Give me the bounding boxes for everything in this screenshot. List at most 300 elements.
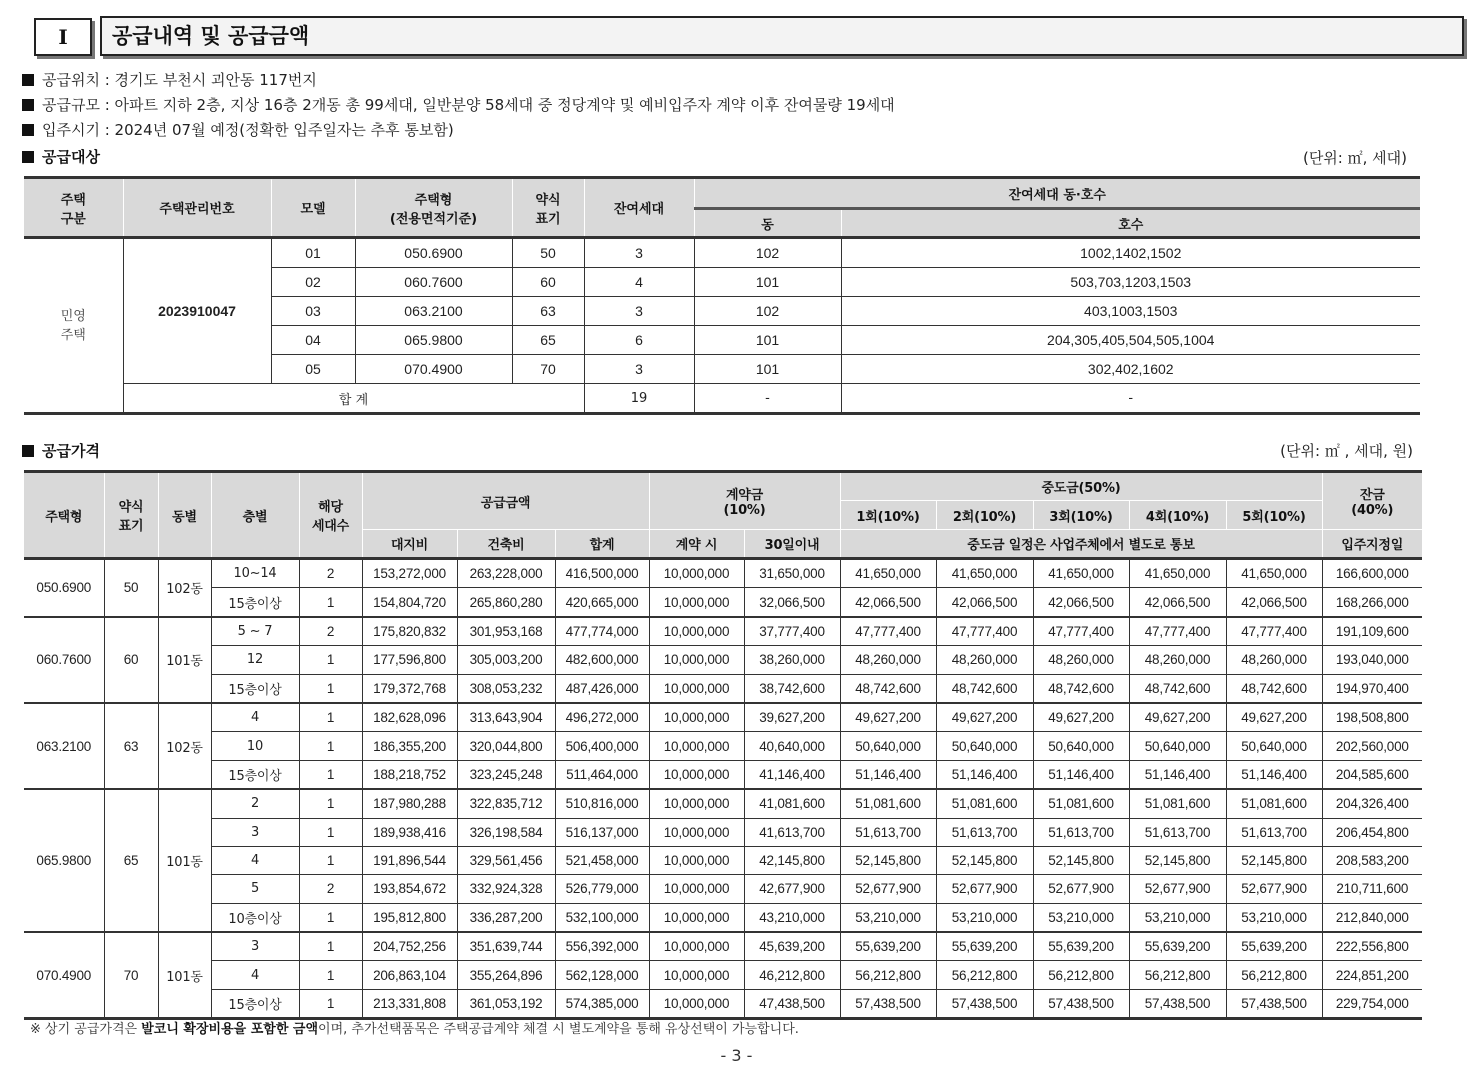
dong-cell: 101동 [158,617,211,703]
deposit-at-contract-cell: 10,000,000 [649,760,744,789]
header-deposit [649,472,840,530]
units-cell: 1 [299,703,362,732]
middle-payment-2-cell: 49,627,200 [936,703,1033,732]
table-row [24,238,1420,268]
header-building: 건축비 [457,530,555,559]
table-row [24,989,1422,1018]
middle-payment-1-cell: 51,081,600 [840,789,936,818]
sum-cell: 511,464,000 [555,760,649,789]
abbr-cell: 65 [104,789,158,932]
dong-cell: 101 [694,268,841,297]
units-cell: 2 [299,559,362,588]
balance-cell: 229,754,000 [1322,989,1422,1018]
abbr-cell: 70 [512,355,584,384]
units-cell: 1 [299,989,362,1018]
middle-payment-3-cell: 42,066,500 [1033,588,1129,617]
header-line: 잔금 [1359,488,1385,503]
building-cost-cell: 355,264,896 [457,961,555,989]
model-cell: 02 [271,268,355,297]
land-cost-cell: 153,272,000 [362,559,457,588]
section-title: 공급내역 및 공급금액 [100,16,1464,56]
units-cell: 1 [299,903,362,932]
footnote-bold: 발코니 확장비용을 포함한 금액 [141,1022,319,1037]
model-cell: 04 [271,326,355,355]
floor-cell: 3 [211,932,299,961]
middle-payment-5-cell: 51,613,700 [1226,818,1322,846]
middle-payment-2-cell: 55,639,200 [936,932,1033,961]
middle-payment-1-cell: 56,212,800 [840,961,936,989]
deposit-30days-cell: 47,438,500 [744,989,840,1018]
building-cost-cell: 263,228,000 [457,559,555,588]
units-cell: 1 [299,674,362,703]
building-cost-cell: 313,643,904 [457,703,555,732]
dong-cell: 101동 [158,789,211,932]
floor-cell: 5 [211,875,299,903]
middle-payment-4-cell: 48,260,000 [1129,646,1226,674]
land-cost-cell: 189,938,416 [362,818,457,846]
units-cell: 1 [299,846,362,874]
sum-cell: 562,128,000 [555,961,649,989]
header-line: (전용면적기준) [389,211,478,227]
ho-cell: 1002,1402,1502 [841,238,1420,268]
middle-payment-1-cell: 57,438,500 [840,989,936,1018]
deposit-30days-cell: 45,639,200 [744,932,840,961]
sum-cell: 420,665,000 [555,588,649,617]
middle-payment-4-cell: 52,677,900 [1129,875,1226,903]
table-row [24,646,1422,674]
middle-payment-1-cell: 55,639,200 [840,932,936,961]
middle-payment-2-cell: 50,640,000 [936,732,1033,760]
table-row [24,846,1422,874]
middle-payment-3-cell: 52,145,800 [1033,846,1129,874]
supply-price-table [24,470,1422,1020]
middle-payment-3-cell: 50,640,000 [1033,732,1129,760]
housing-type-cell: 060.7600 [355,268,512,297]
middle-payment-5-cell: 56,212,800 [1226,961,1322,989]
table-row [24,789,1422,818]
middle-payment-5-cell: 52,145,800 [1226,846,1322,874]
floor-cell: 10 [211,732,299,760]
header-line: (10%) [723,503,766,518]
bullet-scale [22,95,895,115]
heading-text: 공급대상 [42,148,100,166]
middle-payment-1-cell: 47,777,400 [840,617,936,646]
deposit-30days-cell: 38,260,000 [744,646,840,674]
middle-payment-3-cell: 51,081,600 [1033,789,1129,818]
sum-cell: 506,400,000 [555,732,649,760]
header-line: 계약금 [725,488,764,503]
remaining-cell: 3 [584,355,694,384]
remaining-cell: 4 [584,268,694,297]
housing-type-cell: 063.2100 [355,297,512,326]
table-row [24,732,1422,760]
sum-cell: 496,272,000 [555,703,649,732]
middle-payment-1-cell: 49,627,200 [840,703,936,732]
abbr-cell: 70 [104,932,158,1019]
header-land: 대지비 [362,530,457,559]
sum-cell: 556,392,000 [555,932,649,961]
floor-cell: 4 [211,961,299,989]
header-dep1: 계약 시 [649,530,744,559]
floor-cell: 12 [211,646,299,674]
sum-cell: 482,600,000 [555,646,649,674]
deposit-at-contract-cell: 10,000,000 [649,559,744,588]
balance-cell: 193,040,000 [1322,646,1422,674]
dong-cell: 102 [694,238,841,268]
building-cost-cell: 301,953,168 [457,617,555,646]
middle-payment-2-cell: 41,650,000 [936,559,1033,588]
middle-payment-5-cell: 57,438,500 [1226,989,1322,1018]
header-dong: 동 [694,209,841,238]
footnote-suffix: 이며, 추가선택품목은 주택공급계약 체결 시 별도계약을 통해 유상선택이 가능합니다. [318,1022,799,1037]
middle-payment-1-cell: 53,210,000 [840,903,936,932]
header-mgmt-no: 주택관리번호 [123,178,271,238]
middle-payment-4-cell: 50,640,000 [1129,732,1226,760]
units-cell: 2 [299,617,362,646]
balance-cell: 198,508,800 [1322,703,1422,732]
header-supply-amount: 공급금액 [362,472,649,530]
middle-payment-2-cell: 51,146,400 [936,760,1033,789]
deposit-at-contract-cell: 10,000,000 [649,732,744,760]
floor-cell: 15층이상 [211,760,299,789]
middle-payment-1-cell: 50,640,000 [840,732,936,760]
floor-cell: 15층이상 [211,674,299,703]
middle-payment-5-cell: 51,081,600 [1226,789,1322,818]
middle-payment-3-cell: 47,777,400 [1033,617,1129,646]
middle-payment-3-cell: 53,210,000 [1033,903,1129,932]
balance-cell: 206,454,800 [1322,818,1422,846]
housing-type-cell: 050.6900 [24,559,104,617]
dong-cell: 101동 [158,932,211,1019]
total-label: 합 계 [123,384,584,414]
header-floor: 층별 [211,472,299,559]
dong-cell: 101 [694,355,841,384]
dong-cell: 101 [694,326,841,355]
housing-type-cell: 065.9800 [355,326,512,355]
floor-cell: 10~14 [211,559,299,588]
housing-type-cell: 070.4900 [355,355,512,384]
header-line: 약식 [535,192,561,208]
deposit-at-contract-cell: 10,000,000 [649,875,744,903]
header-dong: 동별 [158,472,211,559]
square-bullet-icon [22,445,34,457]
middle-payment-5-cell: 50,640,000 [1226,732,1322,760]
bullet-location [22,70,317,90]
middle-payment-2-cell: 51,613,700 [936,818,1033,846]
units-cell: 1 [299,760,362,789]
land-cost-cell: 179,372,768 [362,674,457,703]
sum-cell: 477,774,000 [555,617,649,646]
middle-payment-4-cell: 41,650,000 [1129,559,1226,588]
header-line: 세대수 [311,519,350,534]
total-dong: - [694,384,841,414]
units-cell: 1 [299,932,362,961]
ho-cell: 503,703,1203,1503 [841,268,1420,297]
table-row [24,961,1422,989]
land-cost-cell: 191,896,544 [362,846,457,874]
building-cost-cell: 351,639,744 [457,932,555,961]
building-cost-cell: 326,198,584 [457,818,555,846]
building-cost-cell: 361,053,192 [457,989,555,1018]
category-line: 주택 [60,327,86,343]
middle-payment-2-cell: 53,210,000 [936,903,1033,932]
middle-payment-5-cell: 52,677,900 [1226,875,1322,903]
housing-type-cell: 065.9800 [24,789,104,932]
table-row [24,674,1422,703]
table-row [24,875,1422,903]
square-bullet-icon [22,124,34,136]
deposit-at-contract-cell: 10,000,000 [649,989,744,1018]
header-m1: 1회(10%) [840,501,936,530]
square-bullet-icon [22,151,34,163]
middle-payment-4-cell: 52,145,800 [1129,846,1226,874]
sum-cell: 521,458,000 [555,846,649,874]
middle-payment-1-cell: 52,145,800 [840,846,936,874]
middle-payment-5-cell: 47,777,400 [1226,617,1322,646]
middle-payment-2-cell: 51,081,600 [936,789,1033,818]
deposit-30days-cell: 41,081,600 [744,789,840,818]
deposit-30days-cell: 41,146,400 [744,760,840,789]
middle-payment-3-cell: 56,212,800 [1033,961,1129,989]
middle-payment-5-cell: 55,639,200 [1226,932,1322,961]
middle-payment-5-cell: 51,146,400 [1226,760,1322,789]
abbr-cell: 65 [512,326,584,355]
floor-cell: 15층이상 [211,989,299,1018]
management-number: 2023910047 [123,238,271,384]
deposit-at-contract-cell: 10,000,000 [649,646,744,674]
ho-cell: 204,305,405,504,505,1004 [841,326,1420,355]
deposit-30days-cell: 43,210,000 [744,903,840,932]
deposit-30days-cell: 41,613,700 [744,818,840,846]
middle-payment-3-cell: 41,650,000 [1033,559,1129,588]
header-m3: 3회(10%) [1033,501,1129,530]
remaining-cell: 3 [584,238,694,268]
supply-target-heading [22,146,100,167]
table-row [24,559,1422,588]
balance-cell: 204,585,600 [1322,760,1422,789]
balance-cell: 224,851,200 [1322,961,1422,989]
balance-cell: 168,266,000 [1322,588,1422,617]
deposit-at-contract-cell: 10,000,000 [649,789,744,818]
middle-payment-4-cell: 47,777,400 [1129,617,1226,646]
units-cell: 1 [299,732,362,760]
header-middle-note: 중도금 일정은 사업주체에서 별도로 통보 [840,530,1322,559]
deposit-30days-cell: 31,650,000 [744,559,840,588]
abbr-cell: 60 [104,617,158,703]
supply-target-table [24,176,1420,415]
header-line: 약식 [118,500,144,515]
model-cell: 03 [271,297,355,326]
units-cell: 1 [299,961,362,989]
header-housing-type [355,178,512,238]
middle-payment-4-cell: 55,639,200 [1129,932,1226,961]
bullet-move-in [22,120,454,140]
middle-payment-4-cell: 42,066,500 [1129,588,1226,617]
floor-cell: 4 [211,846,299,874]
land-cost-cell: 177,596,800 [362,646,457,674]
middle-payment-3-cell: 52,677,900 [1033,875,1129,903]
deposit-at-contract-cell: 10,000,000 [649,818,744,846]
abbr-cell: 63 [512,297,584,326]
header-m5: 5회(10%) [1226,501,1322,530]
middle-payment-4-cell: 51,613,700 [1129,818,1226,846]
middle-payment-3-cell: 51,146,400 [1033,760,1129,789]
sum-cell: 510,816,000 [555,789,649,818]
middle-payment-1-cell: 41,650,000 [840,559,936,588]
header-m4: 4회(10%) [1129,501,1226,530]
building-cost-cell: 336,287,200 [457,903,555,932]
middle-payment-3-cell: 51,613,700 [1033,818,1129,846]
floor-cell: 15층이상 [211,588,299,617]
middle-payment-3-cell: 49,627,200 [1033,703,1129,732]
deposit-at-contract-cell: 10,000,000 [649,961,744,989]
building-cost-cell: 320,044,800 [457,732,555,760]
middle-payment-3-cell: 48,742,600 [1033,674,1129,703]
deposit-at-contract-cell: 10,000,000 [649,703,744,732]
middle-payment-5-cell: 41,650,000 [1226,559,1322,588]
remaining-cell: 3 [584,297,694,326]
dong-cell: 102동 [158,703,211,789]
supply-price-heading [22,440,100,461]
middle-payment-2-cell: 48,260,000 [936,646,1033,674]
header-line: 주택형 [414,192,453,208]
floor-cell: 4 [211,703,299,732]
square-bullet-icon [22,74,34,86]
middle-payment-4-cell: 51,081,600 [1129,789,1226,818]
floor-cell: 3 [211,818,299,846]
land-cost-cell: 186,355,200 [362,732,457,760]
middle-payment-1-cell: 48,742,600 [840,674,936,703]
balance-cell: 222,556,800 [1322,932,1422,961]
abbr-cell: 60 [512,268,584,297]
table-row [24,760,1422,789]
floor-cell: 10층이상 [211,903,299,932]
table-row [24,903,1422,932]
building-cost-cell: 323,245,248 [457,760,555,789]
middle-payment-5-cell: 49,627,200 [1226,703,1322,732]
land-cost-cell: 182,628,096 [362,703,457,732]
middle-payment-4-cell: 53,210,000 [1129,903,1226,932]
header-line: (40%) [1351,503,1394,518]
building-cost-cell: 322,835,712 [457,789,555,818]
land-cost-cell: 154,804,720 [362,588,457,617]
balance-cell: 212,840,000 [1322,903,1422,932]
middle-payment-1-cell: 52,677,900 [840,875,936,903]
middle-payment-2-cell: 56,212,800 [936,961,1033,989]
middle-payment-1-cell: 48,260,000 [840,646,936,674]
table-row [24,818,1422,846]
housing-type-cell: 070.4900 [24,932,104,1019]
header-model: 모델 [271,178,355,238]
land-cost-cell: 175,820,832 [362,617,457,646]
table-row [24,703,1422,732]
header-sum: 합계 [555,530,649,559]
middle-payment-5-cell: 53,210,000 [1226,903,1322,932]
price-table-body [24,559,1422,1019]
header-abbr [512,178,584,238]
units-cell: 1 [299,789,362,818]
abbr-cell: 50 [104,559,158,617]
housing-type-cell: 050.6900 [355,238,512,268]
deposit-30days-cell: 42,677,900 [744,875,840,903]
footnote [30,1018,799,1037]
middle-payment-3-cell: 55,639,200 [1033,932,1129,961]
abbr-cell: 50 [512,238,584,268]
units-cell: 1 [299,646,362,674]
deposit-at-contract-cell: 10,000,000 [649,588,744,617]
units-cell: 1 [299,818,362,846]
header-line: 주택 [60,192,86,208]
middle-payment-2-cell: 48,742,600 [936,674,1033,703]
dong-cell: 102 [694,297,841,326]
units-cell: 2 [299,875,362,903]
middle-payment-2-cell: 52,145,800 [936,846,1033,874]
header-ho: 호수 [841,209,1420,238]
header-balance-sub: 입주지정일 [1322,530,1422,559]
middle-payment-5-cell: 48,742,600 [1226,674,1322,703]
building-cost-cell: 308,053,232 [457,674,555,703]
floor-cell: 5 ~ 7 [211,617,299,646]
section-number: I [34,18,92,56]
total-count: 19 [584,384,694,414]
square-bullet-icon [22,99,34,111]
middle-payment-1-cell: 51,146,400 [840,760,936,789]
middle-payment-4-cell: 51,146,400 [1129,760,1226,789]
land-cost-cell: 187,980,288 [362,789,457,818]
middle-payment-3-cell: 48,260,000 [1033,646,1129,674]
land-cost-cell: 213,331,808 [362,989,457,1018]
header-line: 해당 [318,500,343,515]
deposit-30days-cell: 40,640,000 [744,732,840,760]
middle-payment-2-cell: 57,438,500 [936,989,1033,1018]
total-row [24,384,1420,414]
building-cost-cell: 332,924,328 [457,875,555,903]
header-line: 표기 [535,211,561,227]
header-dep2: 30일이내 [744,530,840,559]
floor-cell: 2 [211,789,299,818]
header-line: 구분 [60,211,86,227]
middle-payment-3-cell: 57,438,500 [1033,989,1129,1018]
header-units [299,472,362,559]
housing-type-cell: 060.7600 [24,617,104,703]
deposit-at-contract-cell: 10,000,000 [649,846,744,874]
heading-text: 공급가격 [42,442,100,460]
header-m2: 2회(10%) [936,501,1033,530]
building-cost-cell: 305,003,200 [457,646,555,674]
header-balance [1322,472,1422,530]
supply-price-unit: (단위: ㎡ , 세대, 원) [1280,442,1413,460]
building-cost-cell: 329,561,456 [457,846,555,874]
deposit-30days-cell: 38,742,600 [744,674,840,703]
middle-payment-2-cell: 42,066,500 [936,588,1033,617]
middle-payment-4-cell: 49,627,200 [1129,703,1226,732]
sum-cell: 526,779,000 [555,875,649,903]
middle-payment-5-cell: 42,066,500 [1226,588,1322,617]
deposit-30days-cell: 32,066,500 [744,588,840,617]
deposit-at-contract-cell: 10,000,000 [649,932,744,961]
page-number: - 3 - [720,1046,753,1065]
deposit-at-contract-cell: 10,000,000 [649,674,744,703]
deposit-at-contract-cell: 10,000,000 [649,903,744,932]
header-middle-payment: 중도금(50%) [840,472,1322,501]
housing-type-cell: 063.2100 [24,703,104,789]
bullet-text: 공급규모 : 아파트 지하 2층, 지상 16층 2개동 총 99세대, 일반분양 58세대 중 정당계약 및 예비입주자 계약 이후 잔여물량 19세대 [42,96,895,114]
bullet-text: 공급위치 : 경기도 부천시 괴안동 117번지 [42,71,317,89]
middle-payment-1-cell: 51,613,700 [840,818,936,846]
building-cost-cell: 265,860,280 [457,588,555,617]
balance-cell: 208,583,200 [1322,846,1422,874]
balance-cell: 166,600,000 [1322,559,1422,588]
